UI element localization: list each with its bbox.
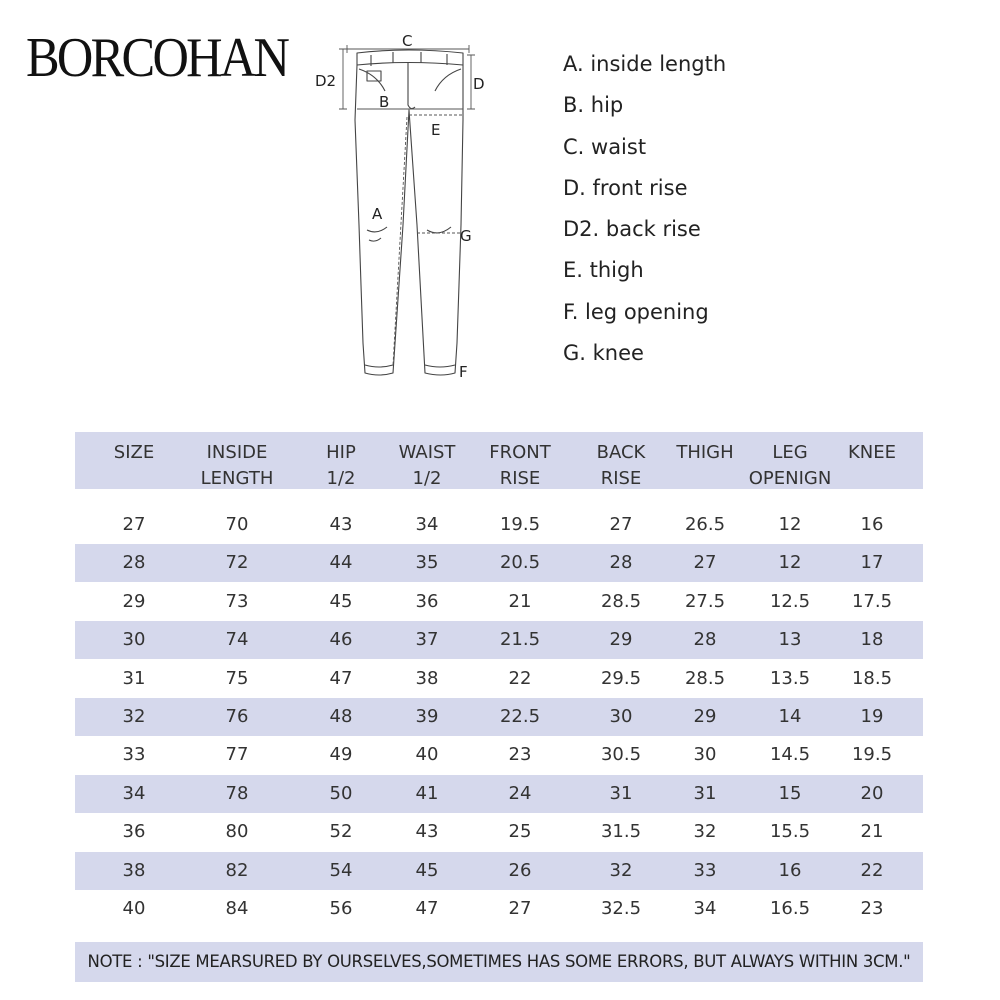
table-cell: 19 (860, 706, 884, 727)
table-cell: 84 (225, 898, 249, 919)
table-cell: 17 (860, 552, 884, 573)
column-header (489, 440, 551, 492)
column-header-line1: LEG (772, 442, 808, 463)
table-cell: 22 (860, 860, 884, 881)
size-table-header (75, 432, 923, 489)
table-cell: 40 (122, 898, 146, 919)
table-cell: 28 (693, 629, 717, 650)
table-cell: 72 (225, 552, 249, 573)
table-row (75, 852, 923, 890)
table-cell: 12 (778, 514, 802, 535)
table-row (75, 621, 923, 659)
table-row (75, 660, 923, 698)
table-cell: 20 (860, 783, 884, 804)
table-cell: 27 (508, 898, 532, 919)
table-cell: 21 (860, 821, 884, 842)
table-row (75, 698, 923, 736)
table-cell: 32 (122, 706, 146, 727)
table-cell: 33 (122, 744, 146, 765)
measurement-legend (563, 44, 726, 374)
legend-item: E. thigh (563, 258, 644, 283)
table-row (75, 775, 923, 813)
table-cell: 32.5 (600, 898, 642, 919)
table-cell: 18.5 (851, 668, 893, 689)
table-cell: 31 (609, 783, 633, 804)
column-header (201, 440, 274, 492)
table-cell: 17.5 (851, 591, 893, 612)
column-header-line1: BACK (596, 442, 646, 463)
table-cell: 21.5 (499, 629, 541, 650)
table-cell: 38 (415, 668, 439, 689)
legend-item: D. front rise (563, 175, 688, 200)
table-cell: 30 (609, 706, 633, 727)
table-cell: 31 (693, 783, 717, 804)
column-header-line1: THIGH (676, 442, 734, 463)
table-row (75, 813, 923, 851)
label-a: A (372, 205, 383, 223)
table-row (75, 583, 923, 621)
column-header-line1: WAIST (398, 442, 456, 463)
column-header (676, 440, 733, 466)
table-cell: 32 (609, 860, 633, 881)
table-cell: 49 (329, 744, 353, 765)
column-header (848, 440, 896, 466)
table-cell: 15.5 (769, 821, 811, 842)
table-cell: 73 (225, 591, 249, 612)
column-header-line2: OPENIGN (748, 468, 832, 489)
table-cell: 29.5 (600, 668, 642, 689)
column-header (114, 440, 154, 466)
table-cell: 16 (778, 860, 802, 881)
table-cell: 33 (693, 860, 717, 881)
table-cell: 75 (225, 668, 249, 689)
table-cell: 35 (415, 552, 439, 573)
table-cell: 24 (508, 783, 532, 804)
table-cell: 28.5 (684, 668, 726, 689)
table-cell: 32 (693, 821, 717, 842)
table-cell: 74 (225, 629, 249, 650)
table-cell: 29 (693, 706, 717, 727)
table-cell: 16 (860, 514, 884, 535)
table-row (75, 544, 923, 582)
legend-item: D2. back rise (563, 217, 701, 242)
table-cell: 29 (609, 629, 633, 650)
column-header-line1: KNEE (847, 442, 897, 463)
brand-logo: BORCOHAN (26, 27, 288, 89)
label-f: F (459, 363, 468, 381)
table-cell: 70 (225, 514, 249, 535)
table-cell: 31 (122, 668, 146, 689)
table-cell: 22 (508, 668, 532, 689)
column-header (399, 440, 456, 492)
table-row (75, 890, 923, 928)
column-header-line2: RISE (600, 468, 642, 489)
table-cell: 78 (225, 783, 249, 804)
table-cell: 45 (329, 591, 353, 612)
table-cell: 12.5 (769, 591, 811, 612)
table-cell: 13 (778, 629, 802, 650)
column-header-line1: HIP (326, 442, 356, 463)
table-cell: 40 (415, 744, 439, 765)
column-header-line2: 1/2 (326, 468, 356, 489)
table-cell: 15 (778, 783, 802, 804)
column-header-line2: LENGTH (200, 468, 274, 489)
label-b: B (379, 93, 390, 111)
table-cell: 19.5 (851, 744, 893, 765)
table-cell: 14 (778, 706, 802, 727)
label-d2: D2 (315, 72, 337, 90)
table-cell: 48 (329, 706, 353, 727)
column-header-line1: FRONT (489, 442, 551, 463)
table-cell: 26.5 (684, 514, 726, 535)
column-header-line1: SIZE (113, 442, 155, 463)
table-cell: 14.5 (769, 744, 811, 765)
table-cell: 77 (225, 744, 249, 765)
table-cell: 27 (122, 514, 146, 535)
table-cell: 12 (778, 552, 802, 573)
table-cell: 54 (329, 860, 353, 881)
table-cell: 13.5 (769, 668, 811, 689)
table-row (75, 506, 923, 544)
label-c: C (402, 32, 413, 50)
table-cell: 23 (508, 744, 532, 765)
table-cell: 20.5 (499, 552, 541, 573)
table-cell: 18 (860, 629, 884, 650)
legend-item: C. waist (563, 134, 647, 159)
table-cell: 30.5 (600, 744, 642, 765)
legend-item: B. hip (563, 93, 624, 118)
table-cell: 45 (415, 860, 439, 881)
table-cell: 82 (225, 860, 249, 881)
table-cell: 46 (329, 629, 353, 650)
table-cell: 16.5 (769, 898, 811, 919)
table-cell: 19.5 (499, 514, 541, 535)
table-cell: 44 (329, 552, 353, 573)
table-cell: 27 (609, 514, 633, 535)
column-header-line2: 1/2 (412, 468, 442, 489)
table-cell: 31.5 (600, 821, 642, 842)
table-cell: 27 (693, 552, 717, 573)
table-cell: 28.5 (600, 591, 642, 612)
jeans-measurement-diagram (305, 25, 505, 395)
table-cell: 34 (415, 514, 439, 535)
column-header-line2: RISE (499, 468, 541, 489)
table-cell: 34 (122, 783, 146, 804)
column-header (326, 440, 356, 492)
column-header (597, 440, 646, 492)
label-e: E (431, 121, 441, 139)
table-cell: 56 (329, 898, 353, 919)
label-g: G (460, 227, 472, 245)
table-cell: 29 (122, 591, 146, 612)
table-cell: 28 (609, 552, 633, 573)
table-cell: 43 (329, 514, 353, 535)
table-cell: 25 (508, 821, 532, 842)
table-cell: 41 (415, 783, 439, 804)
legend-item: G. knee (563, 341, 644, 366)
table-cell: 23 (860, 898, 884, 919)
table-cell: 28 (122, 552, 146, 573)
table-cell: 52 (329, 821, 353, 842)
table-cell: 47 (415, 898, 439, 919)
legend-item: A. inside length (563, 52, 727, 76)
table-cell: 39 (415, 706, 439, 727)
table-cell: 36 (122, 821, 146, 842)
table-cell: 30 (122, 629, 146, 650)
table-cell: 30 (693, 744, 717, 765)
table-cell: 80 (225, 821, 249, 842)
table-cell: 21 (508, 591, 532, 612)
table-cell: 34 (693, 898, 717, 919)
legend-item: F. leg opening (563, 299, 709, 324)
table-cell: 36 (415, 591, 439, 612)
table-cell: 76 (225, 706, 249, 727)
table-cell: 38 (122, 860, 146, 881)
table-cell: 43 (415, 821, 439, 842)
table-cell: 27.5 (684, 591, 726, 612)
table-cell: 50 (329, 783, 353, 804)
table-cell: 26 (508, 860, 532, 881)
column-header-line1: INSIDE (206, 442, 268, 463)
measurement-note: NOTE : "SIZE MEARSURED BY OURSELVES,SOMETIMES HAS SOME ERRORS, BUT ALWAYS WITHIN 3CM." (75, 942, 923, 982)
table-row (75, 736, 923, 774)
label-d: D (473, 75, 485, 93)
table-cell: 22.5 (499, 706, 541, 727)
table-cell: 37 (415, 629, 439, 650)
table-cell: 47 (329, 668, 353, 689)
column-header (749, 440, 832, 492)
